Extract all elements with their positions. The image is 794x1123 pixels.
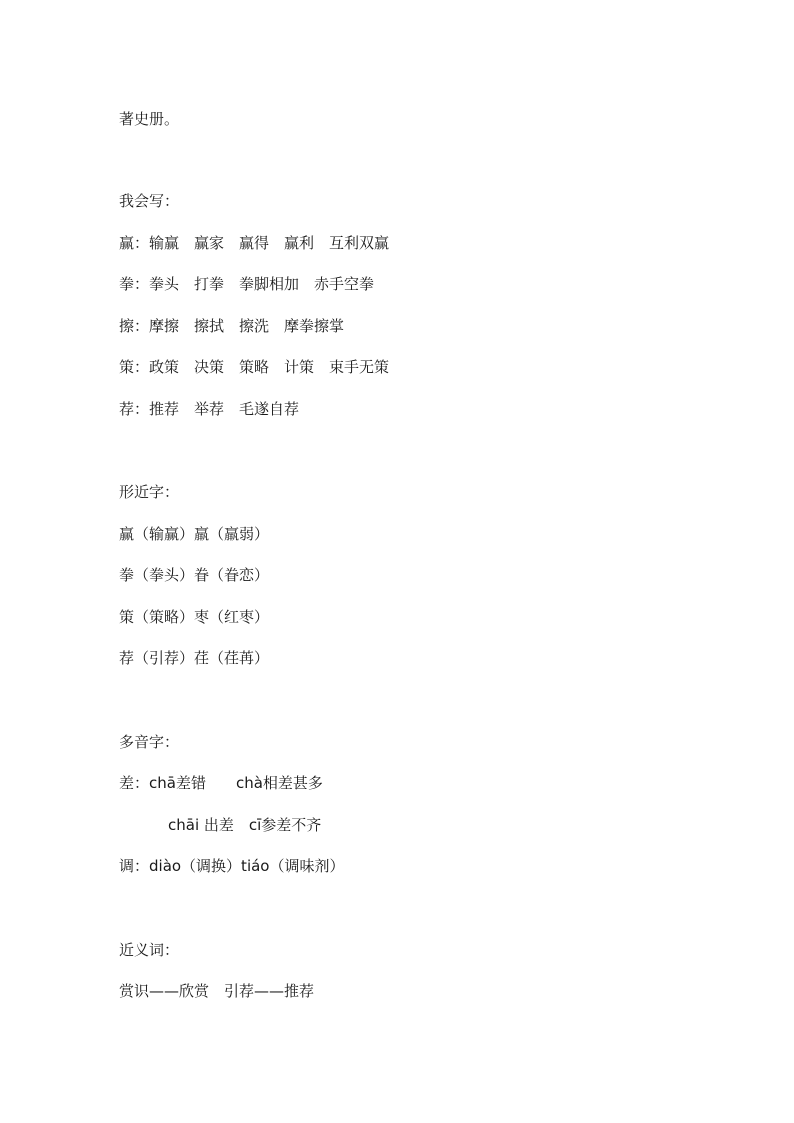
polyphones-heading: 多音字：	[119, 733, 180, 751]
similar-chars-line: 赢（输赢）羸（羸弱）	[119, 525, 270, 543]
writing-line: 擦：摩擦 擦拭 擦洗 摩拳擦掌	[119, 317, 345, 335]
polyphone-line: 差：chā差错 chà相差甚多	[119, 774, 323, 792]
similar-chars-line: 拳（拳头）眷（眷恋）	[119, 566, 270, 584]
polyphone-line: 调：diào（调换）tiáo（调味剂）	[119, 857, 345, 875]
writing-line: 拳：拳头 打拳 拳脚相加 赤手空拳	[119, 275, 375, 293]
similar-chars-heading: 形近字：	[119, 483, 180, 501]
writing-line: 策：政策 决策 策略 计策 束手无策	[119, 358, 390, 376]
synonyms-heading: 近义词：	[119, 941, 180, 959]
similar-chars-line: 荐（引荐）荏（荏苒）	[119, 649, 270, 667]
similar-chars-line: 策（策略）枣（红枣）	[119, 608, 270, 626]
intro-text: 著史册。	[119, 110, 180, 128]
writing-line: 赢：输赢 赢家 赢得 赢利 互利双赢	[119, 234, 390, 252]
writing-heading: 我会写：	[119, 192, 180, 210]
polyphone-line: chāi 出差 cī参差不齐	[168, 816, 322, 834]
synonyms-line: 赏识——欣赏 引荐——推荐	[119, 982, 315, 1000]
writing-line: 荐：推荐 举荐 毛遂自荐	[119, 400, 300, 418]
